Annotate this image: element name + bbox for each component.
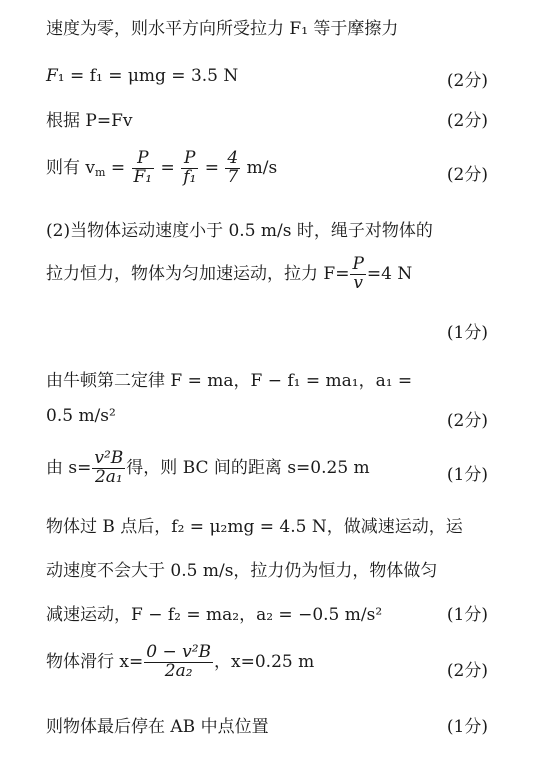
fraction-p-over-f1 <box>132 150 155 187</box>
vm-eq2: = <box>160 157 175 178</box>
score-line-9: (2分) <box>446 411 488 431</box>
line-friction-statement: 速度为零，则水平方向所受拉力 F₁ 等于摩擦力 <box>46 19 399 39</box>
bc-result: 得，则 BC 间的距离 s=0.25 m <box>126 457 370 478</box>
tension-prefix: 拉力恒力，物体为匀加速运动，拉力 F= <box>46 263 350 284</box>
vm-subscript: m <box>95 165 106 179</box>
vm-eq3: = <box>204 157 219 178</box>
score-line-15: (1分) <box>446 717 488 737</box>
f1-symbol: F <box>46 66 58 86</box>
score-line-14: (2分) <box>446 661 488 681</box>
score-line-3: (2分) <box>446 111 488 131</box>
pv-den: v <box>353 272 363 293</box>
f1-result: ₁ = μmg = 3.5 N <box>95 66 239 86</box>
tension-result: =4 N <box>366 263 413 284</box>
frac3-num: 4 <box>227 148 239 168</box>
line-newton-law: 由牛顿第二定律 F = ma，F − f₁ = ma₁，a₁ = <box>46 371 413 391</box>
line-deceleration: 减速运动，F − f₂ = ma₂，a₂ = −0.5 m/s² <box>46 605 383 625</box>
line-final-position: 则物体最后停在 AB 中点位置 <box>46 717 269 737</box>
fraction-p-over-v <box>350 256 365 293</box>
f1-mid: ₁ = f <box>57 66 96 86</box>
pv-num: P <box>352 254 364 274</box>
line-slide-distance <box>46 644 314 681</box>
frac1-den: F₁ <box>133 166 153 187</box>
vm-eq1: = <box>110 157 126 178</box>
line-bc-distance <box>46 450 370 487</box>
line-power-formula: 根据 P=Fv <box>46 111 133 131</box>
fraction-4-over-7 <box>225 150 240 187</box>
fraction-vb2-over-2a1 <box>92 450 125 487</box>
slide-den: 2a₂ <box>164 660 193 681</box>
frac2-num: P <box>181 150 198 169</box>
score-line-4: (2分) <box>446 165 488 185</box>
bc-den: 2a₁ <box>94 466 123 487</box>
score-line-2: (2分) <box>446 71 488 91</box>
score-line-10: (1分) <box>446 465 488 485</box>
score-line-7: (1分) <box>446 323 488 343</box>
bc-prefix: 由 s= <box>46 457 92 478</box>
line-part2-intro: (2)当物体运动速度小于 0.5 m/s 时，绳子对物体的 <box>46 221 433 241</box>
score-line-13: (1分) <box>446 605 488 625</box>
slide-result: ，x=0.25 m <box>214 651 315 672</box>
frac1-num: P <box>132 150 155 169</box>
line-speed-limit: 动速度不会大于 0.5 m/s，拉力仍为恒力，物体做匀 <box>46 561 438 581</box>
line-a1-value: 0.5 m/s² <box>46 406 116 426</box>
fraction-slide <box>144 644 213 681</box>
line-f1-equation <box>46 66 238 86</box>
line-after-b: 物体过 B 点后，f₂ = μ₂mg = 4.5 N，做减速运动，运 <box>46 517 463 537</box>
slide-num: 0 − v²B <box>146 642 212 662</box>
bc-num: v²B <box>94 448 124 468</box>
frac3-den: 7 <box>227 166 239 187</box>
frac2-den: f₁ <box>183 166 197 187</box>
vm-prefix: 则有 v <box>46 157 96 178</box>
line-vm-equation <box>46 150 277 187</box>
fraction-p-over-f1-lower <box>181 150 198 187</box>
slide-prefix: 物体滑行 x= <box>46 651 144 672</box>
line-tension-force <box>46 256 412 293</box>
vm-unit: m/s <box>246 157 278 178</box>
